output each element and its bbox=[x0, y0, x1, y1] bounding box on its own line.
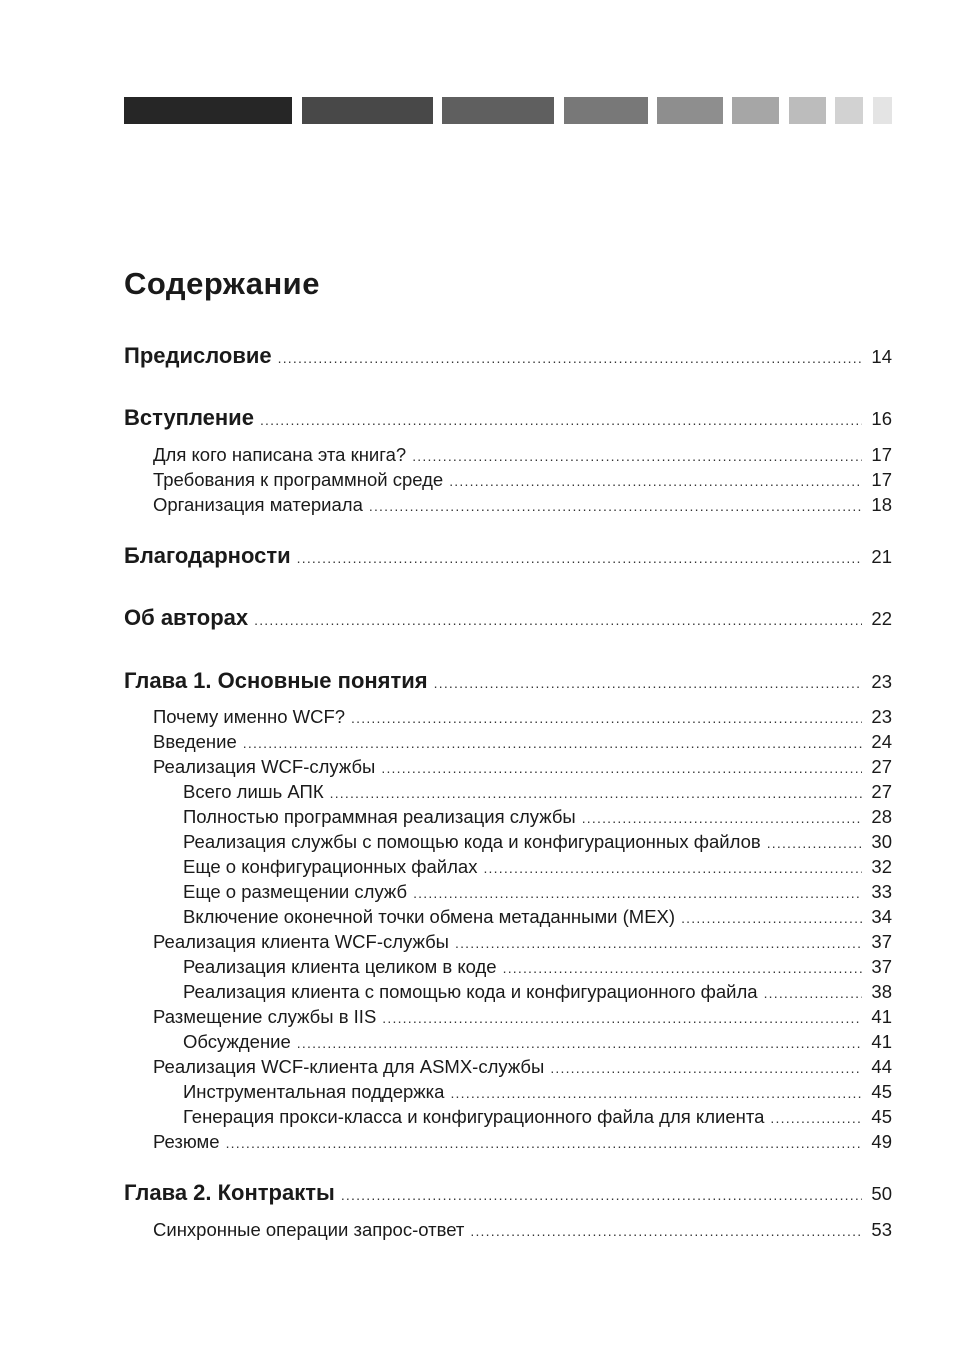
toc-entry-title: Синхронные операции запрос-ответ bbox=[153, 1219, 465, 1240]
toc-entry-title: Для кого написана эта книга? bbox=[153, 444, 407, 465]
toc-leader-dots bbox=[550, 1056, 862, 1078]
toc-leader-dots bbox=[770, 1106, 862, 1128]
toc-page-number: 32 bbox=[871, 856, 892, 877]
toc-section-entry bbox=[124, 405, 892, 431]
toc-page-number: 27 bbox=[871, 756, 892, 777]
toc-section-entry bbox=[124, 605, 892, 631]
toc-page-number: 45 bbox=[871, 1106, 892, 1127]
header-bar-segment bbox=[442, 97, 554, 124]
toc-entry-title: Реализация WCF-клиента для ASMX-службы bbox=[153, 1056, 545, 1077]
toc-page-number: 37 bbox=[871, 931, 892, 952]
toc-entry-title: Благодарности bbox=[124, 543, 291, 568]
toc-leader-dots bbox=[381, 756, 862, 778]
toc-entry-title: Полностью программная реализация службы bbox=[183, 806, 576, 827]
toc-page-number: 37 bbox=[871, 956, 892, 977]
toc-leader-dots bbox=[434, 668, 862, 694]
toc-leader-dots bbox=[369, 494, 862, 516]
toc-subentry bbox=[183, 781, 892, 803]
toc-leader-dots bbox=[413, 881, 862, 903]
toc-section-entry bbox=[124, 543, 892, 569]
toc-subentry bbox=[183, 856, 892, 878]
toc-page-number: 18 bbox=[871, 494, 892, 515]
toc-leader-dots bbox=[582, 806, 862, 828]
toc-leader-dots bbox=[767, 831, 862, 853]
toc-leader-dots bbox=[297, 543, 862, 569]
header-bar-segment bbox=[789, 97, 826, 124]
toc-leader-dots bbox=[330, 781, 862, 803]
toc-leader-dots bbox=[341, 1180, 862, 1206]
toc-page-number: 17 bbox=[871, 469, 892, 490]
toc-leader-dots bbox=[260, 405, 862, 431]
toc-page-number: 53 bbox=[871, 1219, 892, 1240]
toc-page-number: 24 bbox=[871, 731, 892, 752]
header-bar-segment bbox=[732, 97, 779, 124]
toc-leader-dots bbox=[243, 731, 862, 753]
toc-leader-dots bbox=[351, 706, 862, 728]
toc-entry-title: Реализация клиента WCF-службы bbox=[153, 931, 449, 952]
toc-entry bbox=[153, 1131, 892, 1153]
toc-page-number: 44 bbox=[871, 1056, 892, 1077]
toc-leader-dots bbox=[455, 931, 862, 953]
toc-entry bbox=[153, 731, 892, 753]
toc-entry-title: Реализация клиента с помощью кода и конфигурационного файла bbox=[183, 981, 758, 1002]
toc-entry-title: Размещение службы в IIS bbox=[153, 1006, 377, 1027]
toc-page-number: 33 bbox=[871, 881, 892, 902]
toc-leader-dots bbox=[764, 981, 862, 1003]
toc-leader-dots bbox=[450, 1081, 862, 1103]
toc-entry bbox=[153, 1219, 892, 1241]
toc-entry bbox=[153, 756, 892, 778]
toc-leader-dots bbox=[503, 956, 862, 978]
toc-subentry bbox=[183, 956, 892, 978]
header-bar-segment bbox=[835, 97, 863, 124]
toc-leader-dots bbox=[681, 906, 862, 928]
toc-page-number: 30 bbox=[871, 831, 892, 852]
toc-entry-title: Требования к программной среде bbox=[153, 469, 444, 490]
toc-entry-title: Реализация службы с помощью кода и конфигурационных файлов bbox=[183, 831, 761, 852]
toc-subentry bbox=[183, 1106, 892, 1128]
toc-page-number: 16 bbox=[871, 408, 892, 429]
toc-entry-title: Организация материала bbox=[153, 494, 363, 515]
toc-leader-dots bbox=[449, 469, 862, 491]
toc-page-number: 45 bbox=[871, 1081, 892, 1102]
toc-entry-title: Предисловие bbox=[124, 343, 272, 368]
header-bar-segment bbox=[657, 97, 723, 124]
toc-page-number: 23 bbox=[871, 706, 892, 727]
toc-page-number: 22 bbox=[871, 608, 892, 629]
toc-entry-title: Введение bbox=[153, 731, 237, 752]
header-bar-segment bbox=[124, 97, 292, 124]
toc-subentry bbox=[183, 881, 892, 903]
toc-entry-title: Еще о конфигурационных файлах bbox=[183, 856, 478, 877]
toc-entry-title: Глава 2. Контракты bbox=[124, 1180, 335, 1205]
header-bar-segment bbox=[302, 97, 433, 124]
toc-leader-dots bbox=[412, 444, 862, 466]
toc-subentry bbox=[183, 831, 892, 853]
toc-entry bbox=[153, 706, 892, 728]
toc-page-number: 41 bbox=[871, 1006, 892, 1027]
toc-entry-title: Обсуждение bbox=[183, 1031, 291, 1052]
toc-subentry bbox=[183, 1081, 892, 1103]
page-title: Содержание bbox=[124, 266, 320, 301]
toc-leader-dots bbox=[297, 1031, 862, 1053]
toc-subentry bbox=[183, 1031, 892, 1053]
toc-page-number: 23 bbox=[871, 671, 892, 692]
header-bar-segment bbox=[873, 97, 892, 124]
toc-subentry bbox=[183, 806, 892, 828]
toc-entry-title: Генерация прокси-класса и конфигурационного файла для клиента bbox=[183, 1106, 765, 1127]
toc-entry bbox=[153, 1006, 892, 1028]
toc-leader-dots bbox=[278, 343, 862, 369]
toc-entry-title: Инструментальная поддержка bbox=[183, 1081, 445, 1102]
toc-entry bbox=[153, 931, 892, 953]
toc-entry-title: Реализация WCF-службы bbox=[153, 756, 376, 777]
header-decorative-bar bbox=[124, 97, 892, 124]
toc-entry bbox=[153, 444, 892, 466]
toc-section-entry bbox=[124, 1180, 892, 1206]
toc-entry-title: Почему именно WCF? bbox=[153, 706, 346, 727]
toc-leader-dots bbox=[382, 1006, 862, 1028]
toc-entry-title: Об авторах bbox=[124, 605, 249, 630]
toc-leader-dots bbox=[254, 605, 862, 631]
toc-page-number: 41 bbox=[871, 1031, 892, 1052]
toc-page-number: 17 bbox=[871, 444, 892, 465]
toc-page-number: 28 bbox=[871, 806, 892, 827]
toc-entry-title: Всего лишь АПК bbox=[183, 781, 324, 802]
toc-entry bbox=[153, 494, 892, 516]
toc-leader-dots bbox=[226, 1131, 862, 1153]
toc-page-number: 38 bbox=[871, 981, 892, 1002]
toc-entry-title: Реализация клиента целиком в коде bbox=[183, 956, 497, 977]
toc-subentry bbox=[183, 981, 892, 1003]
toc-page-number: 50 bbox=[871, 1183, 892, 1204]
toc-section-entry bbox=[124, 668, 892, 694]
toc-entry-title: Глава 1. Основные понятия bbox=[124, 668, 428, 693]
toc-page-number: 14 bbox=[871, 346, 892, 367]
toc-section-entry bbox=[124, 343, 892, 369]
toc-subentry bbox=[183, 906, 892, 928]
toc-entry-title: Еще о размещении служб bbox=[183, 881, 408, 902]
header-bar-segment bbox=[564, 97, 648, 124]
toc-entry bbox=[153, 469, 892, 491]
toc-leader-dots bbox=[483, 856, 862, 878]
toc-page-number: 34 bbox=[871, 906, 892, 927]
toc-entry bbox=[153, 1056, 892, 1078]
toc-entry-title: Включение оконечной точки обмена метаданными (MEX) bbox=[183, 906, 676, 927]
toc-page-number: 49 bbox=[871, 1131, 892, 1152]
toc-page-number: 27 bbox=[871, 781, 892, 802]
toc-entry-title: Вступление bbox=[124, 405, 254, 430]
toc-page-number: 21 bbox=[871, 546, 892, 567]
toc-leader-dots bbox=[470, 1219, 862, 1241]
toc-entry-title: Резюме bbox=[153, 1131, 220, 1152]
